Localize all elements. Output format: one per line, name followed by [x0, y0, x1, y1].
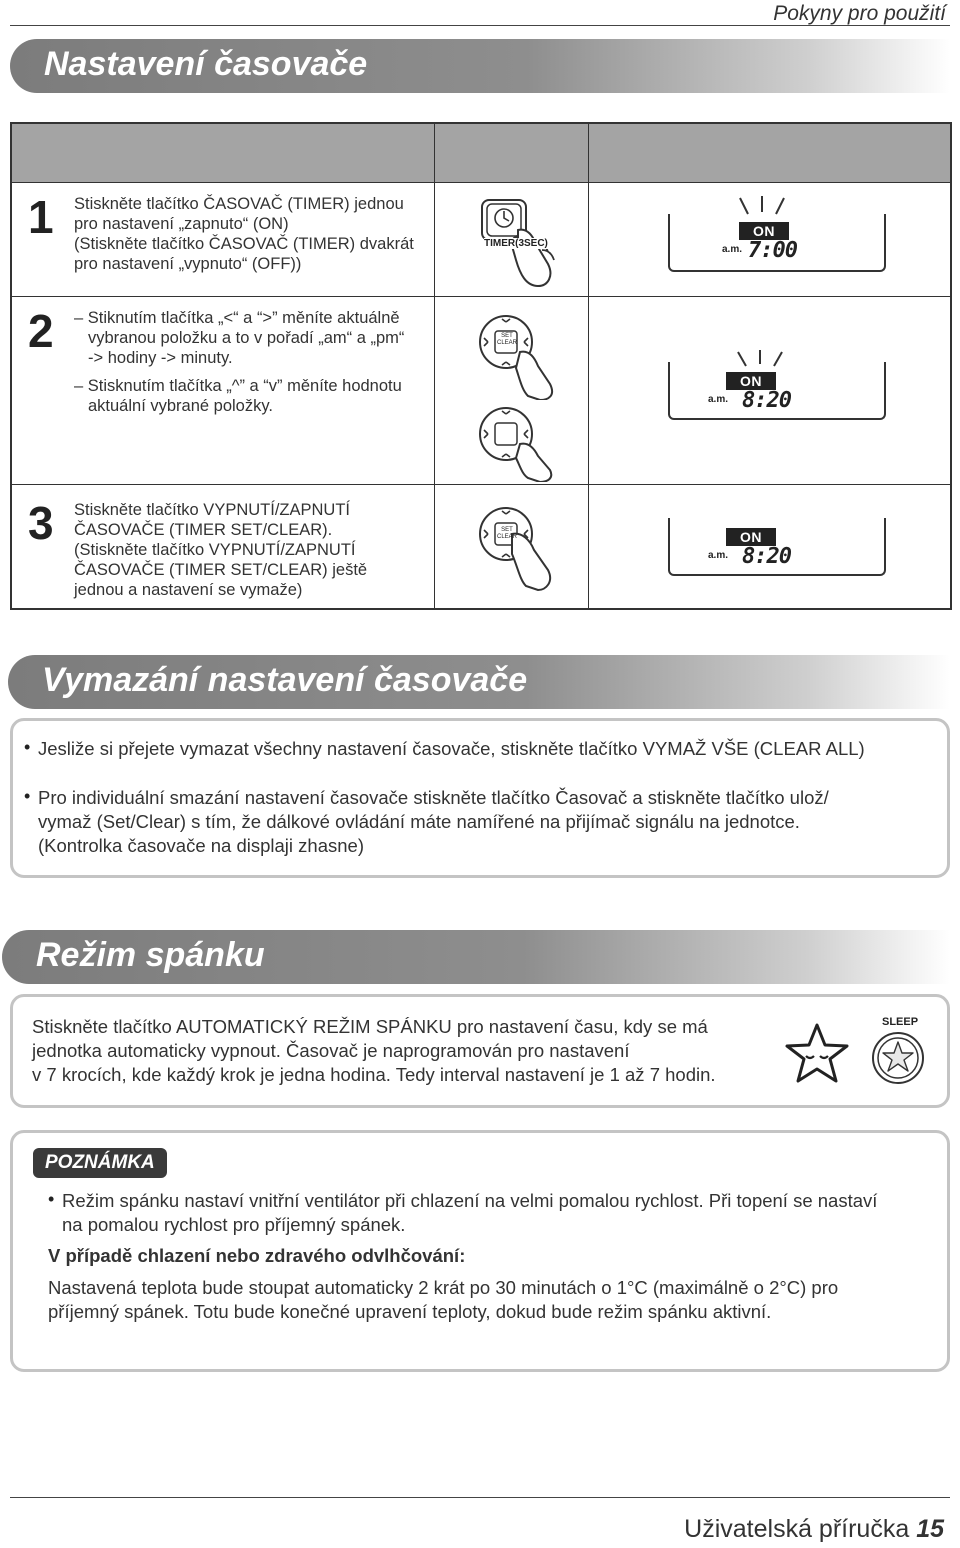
timer-section-banner	[10, 39, 950, 93]
text-line: (Kontrolka časovače na displaji zhasne)	[38, 835, 364, 856]
sleep-text	[32, 1015, 716, 1087]
timer-button-label: TIMER(3SEC)	[484, 238, 548, 249]
step-line: jednou a nastavení se vymaže)	[74, 581, 303, 599]
step-number: 2	[28, 305, 54, 357]
set-clear-dial-press-icon	[476, 404, 576, 482]
am-indicator: a.m.	[708, 394, 729, 405]
on-badge: ON	[739, 222, 789, 240]
set-clear-label: SET CLEAR	[497, 333, 518, 346]
table-header-row	[12, 124, 950, 182]
step-line: (Stiskněte tlačítko VYPNUTÍ/ZAPNUTÍ	[74, 541, 356, 559]
text-line: Nastavená teplota bude stoupat automaticky 2 krát po 30 minutách o 1°C (maximálně o 2°C) pro	[48, 1277, 839, 1298]
text-line: Režim spánku nastaví vnitřní ventilátor při chlazení na velmi pomalou rychlost. Při topení se nastaví	[62, 1190, 878, 1211]
clear-section-banner	[8, 655, 950, 709]
step-number: 3	[28, 497, 54, 549]
note-bullet	[62, 1189, 877, 1237]
bullet: •	[24, 786, 31, 806]
text-line: jednotka automaticky vypnout. Časovač je naprogramován pro nastavení	[32, 1040, 630, 1061]
clear-section-title: Vymazání nastavení časovače	[42, 661, 528, 699]
step-line: aktuální vybrané položky.	[88, 397, 273, 415]
table-row-divider	[12, 484, 950, 485]
sleep-button-icon	[870, 1030, 926, 1086]
header-divider	[10, 25, 950, 26]
text-line: příjemný spánek. Totu bude konečné upravení teploty, dokud bude režim spánku aktivní.	[48, 1301, 772, 1322]
table-column-divider	[588, 124, 589, 608]
set-clear-dial-press-icon	[476, 504, 576, 594]
footer	[684, 1515, 944, 1544]
text-line: na pomalou rychlost pro příjemný spánek.	[62, 1214, 406, 1235]
bullet: •	[24, 737, 31, 757]
blink-rays-icon	[730, 350, 790, 370]
blink-rays-icon	[732, 196, 792, 218]
text-line: Stiskněte tlačítko AUTOMATICKÝ REŽIM SPÁNKU pro nastavení času, kdy se má	[32, 1016, 708, 1037]
step-line: – Stisknutím tlačítka „^” a “v” měníte hodnotu	[74, 377, 402, 395]
display-time: 7:00	[748, 238, 797, 263]
on-badge: ON	[726, 528, 776, 546]
step-2-dash-1	[74, 308, 404, 368]
footer-divider	[10, 1497, 950, 1498]
text-line: v 7 krocích, kde každý krok je jedna hodina. Tedy interval nastavení je 1 až 7 hodin.	[32, 1064, 716, 1085]
step-1-text	[74, 194, 414, 274]
table-column-divider	[434, 124, 435, 608]
note-body	[48, 1276, 838, 1324]
step-line: -> hodiny -> minuty.	[88, 349, 233, 367]
am-indicator: a.m.	[708, 550, 729, 561]
step-line: ČASOVAČE (TIMER SET/CLEAR) ještě	[74, 561, 368, 579]
page-number: 15	[916, 1515, 944, 1543]
step-3-text	[74, 500, 367, 600]
display-time: 8:20	[742, 544, 791, 569]
clear-bullet-1: Jesliže si přejete vymazat všechny nastavení časovače, stiskněte tlačítko VYMAŽ VŠE (CLEAR ALL)	[38, 738, 865, 759]
step-line: Stiskněte tlačítko VYPNUTÍ/ZAPNUTÍ	[74, 501, 350, 519]
header-section-title: Pokyny pro použití	[773, 2, 946, 25]
step-line: vybranou položku a to v pořadí „am“ a „pm“	[88, 329, 405, 347]
step-line: ČASOVAČE (TIMER SET/CLEAR).	[74, 521, 333, 539]
step-line: – Stiknutím tlačítka „<“ a “>” měníte aktuálně	[74, 309, 400, 327]
note-badge: POZNÁMKA	[33, 1148, 167, 1178]
timer-section-title: Nastavení časovače	[44, 45, 368, 83]
step-line: pro nastavení „zapnuto“ (ON)	[74, 215, 289, 233]
am-indicator: a.m.	[722, 244, 743, 255]
step-line: pro nastavení „vypnuto“ (OFF))	[74, 255, 302, 273]
set-clear-dial-press-icon	[476, 310, 576, 400]
sleep-star-icon	[784, 1022, 850, 1084]
bullet: •	[48, 1189, 55, 1209]
table-row-divider	[12, 182, 950, 183]
step-line: Stiskněte tlačítko ČASOVAČ (TIMER) jednou	[74, 195, 404, 213]
sleep-button-panel	[866, 1004, 938, 1096]
sleep-section-banner	[2, 930, 950, 984]
set-clear-label: SET CLEAR	[497, 527, 518, 540]
text-line: vymaž (Set/Clear) s tím, že dálkové ovládání máte namířené na přijímač signálu na jednotce.	[38, 811, 800, 832]
on-badge: ON	[726, 372, 776, 390]
sleep-button-label: SLEEP	[882, 1016, 919, 1028]
timer-steps-table	[10, 122, 952, 610]
sleep-section-title: Režim spánku	[36, 936, 265, 974]
clear-bullet-2	[38, 786, 829, 858]
note-subheading: V případě chlazení nebo zdravého odvlhčování:	[48, 1245, 466, 1266]
footer-manual-title: Uživatelská příručka	[684, 1515, 910, 1543]
step-line: (Stiskněte tlačítko ČASOVAČ (TIMER) dvakrát	[74, 235, 414, 253]
text-line: Pro individuální smazání nastavení časovače stiskněte tlačítko Časovač a stiskněte tlačítko ulož/	[38, 787, 829, 808]
step-number: 1	[28, 191, 54, 243]
step-2-dash-2	[74, 376, 402, 416]
table-row-divider	[12, 296, 950, 297]
display-time: 8:20	[742, 388, 791, 413]
